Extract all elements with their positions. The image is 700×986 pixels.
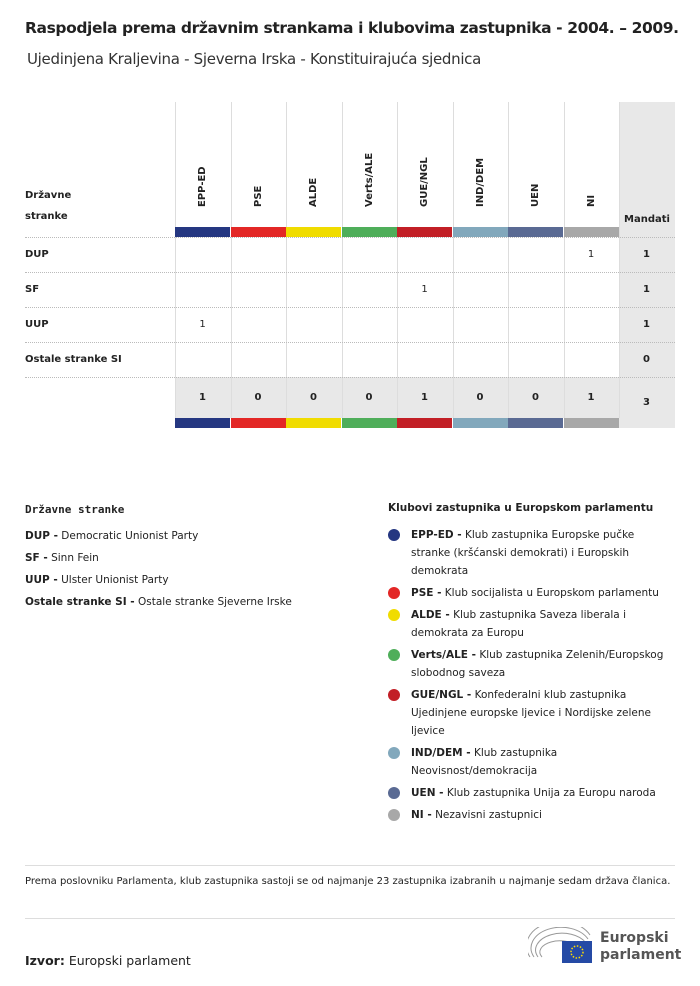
- party-name: Ulster Unionist Party: [61, 574, 169, 586]
- total-header: Mandati: [624, 214, 670, 225]
- grand-total: 3: [643, 397, 650, 408]
- table-row: [25, 342, 675, 377]
- column-header-label: UEN: [530, 183, 541, 207]
- party-name: Sinn Fein: [51, 552, 99, 564]
- group-color-dot-icon: [388, 747, 400, 759]
- party-name: Democratic Unionist Party: [61, 530, 199, 542]
- party-abbr: UUP -: [25, 574, 58, 586]
- logo-text: parlament: [600, 947, 682, 963]
- group-abbr: Verts/ALE -: [411, 649, 476, 661]
- group-abbr: UEN -: [411, 787, 444, 799]
- column-header: [175, 102, 230, 227]
- column-header-label: GUE/NGL: [419, 157, 430, 207]
- group-name: Klub zastupnika Unija za Europu naroda: [446, 787, 656, 799]
- table-row: [25, 237, 675, 272]
- group-abbr: IND/DEM -: [411, 747, 471, 759]
- column-total: 1: [421, 392, 428, 403]
- row-total: 0: [643, 354, 650, 365]
- row-header-line: Državne: [25, 190, 72, 201]
- column-header-label: IND/DEM: [474, 157, 486, 207]
- party-legend-item: [25, 569, 292, 591]
- source: [25, 953, 191, 968]
- group-color-bar: [231, 418, 286, 428]
- column-header: [397, 102, 452, 227]
- totals-row: [25, 377, 675, 418]
- group-color-bar: [397, 227, 452, 237]
- group-color-dot-icon: [388, 689, 400, 701]
- group-legend-item: [411, 744, 676, 780]
- party-legend-title: Državne stranke: [25, 503, 125, 516]
- group-legend-item: [411, 584, 676, 602]
- footnote: Prema poslovniku Parlamenta, klub zastupnika sastoji se od najmanje 23 zastupnika izabranih u najmanje sedam država članica.: [25, 876, 671, 887]
- column-total: 0: [310, 392, 317, 403]
- party-abbr: DUP -: [25, 530, 58, 542]
- column-header: [453, 102, 508, 227]
- group-color-dot-icon: [388, 649, 400, 661]
- group-color-bar: [453, 418, 508, 428]
- column-total: 0: [532, 392, 539, 403]
- row-label: Ostale stranke SI: [25, 354, 122, 365]
- party-abbr: SF -: [25, 552, 48, 564]
- group-color-dot-icon: [388, 809, 400, 821]
- row-label: UUP: [25, 319, 49, 330]
- column-header-label: ALDE: [308, 177, 319, 207]
- group-legend-item: [411, 686, 676, 740]
- table-cell: 1: [421, 284, 428, 295]
- group-color-bar: [175, 418, 230, 428]
- group-legend-item: [411, 606, 676, 642]
- column-total: 0: [254, 392, 262, 403]
- group-abbr: EPP-ED -: [411, 529, 462, 541]
- group-color-bar: [231, 227, 286, 237]
- group-color-dot-icon: [388, 609, 400, 621]
- table-row: [25, 307, 675, 342]
- group-color-bar: [286, 227, 341, 237]
- divider: [25, 865, 675, 866]
- group-abbr: ALDE -: [411, 609, 450, 621]
- group-abbr: PSE -: [411, 587, 442, 599]
- party-name: Ostale stranke Sjeverne Irske: [137, 596, 292, 608]
- group-color-bar: [342, 418, 397, 428]
- party-legend-item: [25, 591, 292, 613]
- group-name: Klub socijalista u Europskom parlamentu: [444, 587, 659, 599]
- row-total: 1: [643, 249, 650, 260]
- group-name: Konfederalni klub zastupnika Ujedinjene europske ljevice i Nordijske zelene ljevice: [411, 689, 651, 737]
- group-color-bar: [564, 418, 619, 428]
- group-abbr: GUE/NGL -: [411, 689, 472, 701]
- hemicycle-icon: [528, 927, 594, 965]
- column-header-label: PSE: [252, 185, 264, 207]
- column-header: [564, 102, 619, 227]
- party-legend-item: [25, 547, 292, 569]
- group-color-bar: [342, 227, 397, 237]
- table-row: [25, 272, 675, 307]
- column-header-label: NI: [585, 194, 597, 207]
- group-color-bar: [286, 418, 341, 428]
- column-total: 0: [476, 392, 484, 403]
- table-cell: 1: [199, 319, 206, 330]
- page-subtitle: Ujedinjena Kraljevina - Sjeverna Irska - Konstituirajuća sjednica: [27, 50, 482, 68]
- column-total: 1: [587, 392, 595, 403]
- group-legend-item: [411, 526, 676, 580]
- group-color-bar: [508, 227, 563, 237]
- group-legend-item: [411, 646, 676, 682]
- group-abbr: NI -: [411, 809, 432, 821]
- page-title: Raspodjela prema državnim strankama i klubovima zastupnika - 2004. – 2009.: [25, 19, 679, 37]
- group-legend-item: [411, 784, 676, 802]
- group-legend-title: Klubovi zastupnika u Europskom parlamentu: [388, 502, 654, 514]
- group-name: Klub zastupnika Europske pučke stranke (kršćanski demokrati) i Europskih demokrata: [411, 529, 635, 577]
- party-legend: [25, 501, 292, 613]
- row-total: 1: [643, 319, 650, 330]
- row-label: SF: [25, 284, 40, 295]
- group-color-bar: [564, 227, 619, 237]
- party-legend-item: [25, 525, 292, 547]
- row-label: DUP: [25, 249, 49, 260]
- group-color-bar: [508, 418, 563, 428]
- column-header: [286, 102, 341, 227]
- ep-logo: [528, 927, 682, 969]
- column-header: [342, 102, 397, 227]
- column-total: 1: [199, 392, 206, 403]
- column-header: [508, 102, 563, 227]
- source-value: Europski parlament: [68, 953, 191, 968]
- group-name: Klub zastupnika Saveza liberala i demokrata za Europu: [411, 609, 626, 639]
- group-color-bar: [175, 227, 230, 237]
- group-color-bar: [453, 227, 508, 237]
- column-total: 0: [365, 392, 373, 403]
- group-color-dot-icon: [388, 529, 400, 541]
- source-label: Izvor:: [25, 953, 65, 968]
- party-abbr: Ostale stranke SI -: [25, 596, 135, 608]
- group-color-dot-icon: [388, 587, 400, 599]
- group-color-dot-icon: [388, 787, 400, 799]
- group-name: Klub zastupnika Neovisnost/demokracija: [411, 747, 558, 777]
- logo-text: Europski: [600, 930, 669, 946]
- table-cell: 1: [587, 249, 595, 260]
- group-name: Klub zastupnika Zelenih/Europskog slobodnog saveza: [411, 649, 664, 679]
- row-header-line: stranke: [25, 211, 68, 222]
- divider: [25, 918, 675, 919]
- group-name: Nezavisni zastupnici: [435, 809, 542, 821]
- row-header: [25, 185, 71, 227]
- column-header-label: EPP-ED: [197, 166, 208, 207]
- column-header-label: Verts/ALE: [363, 152, 375, 207]
- column-header: [231, 102, 286, 227]
- row-total: 1: [643, 284, 650, 295]
- group-legend-item: [411, 806, 676, 824]
- group-color-bar: [397, 418, 452, 428]
